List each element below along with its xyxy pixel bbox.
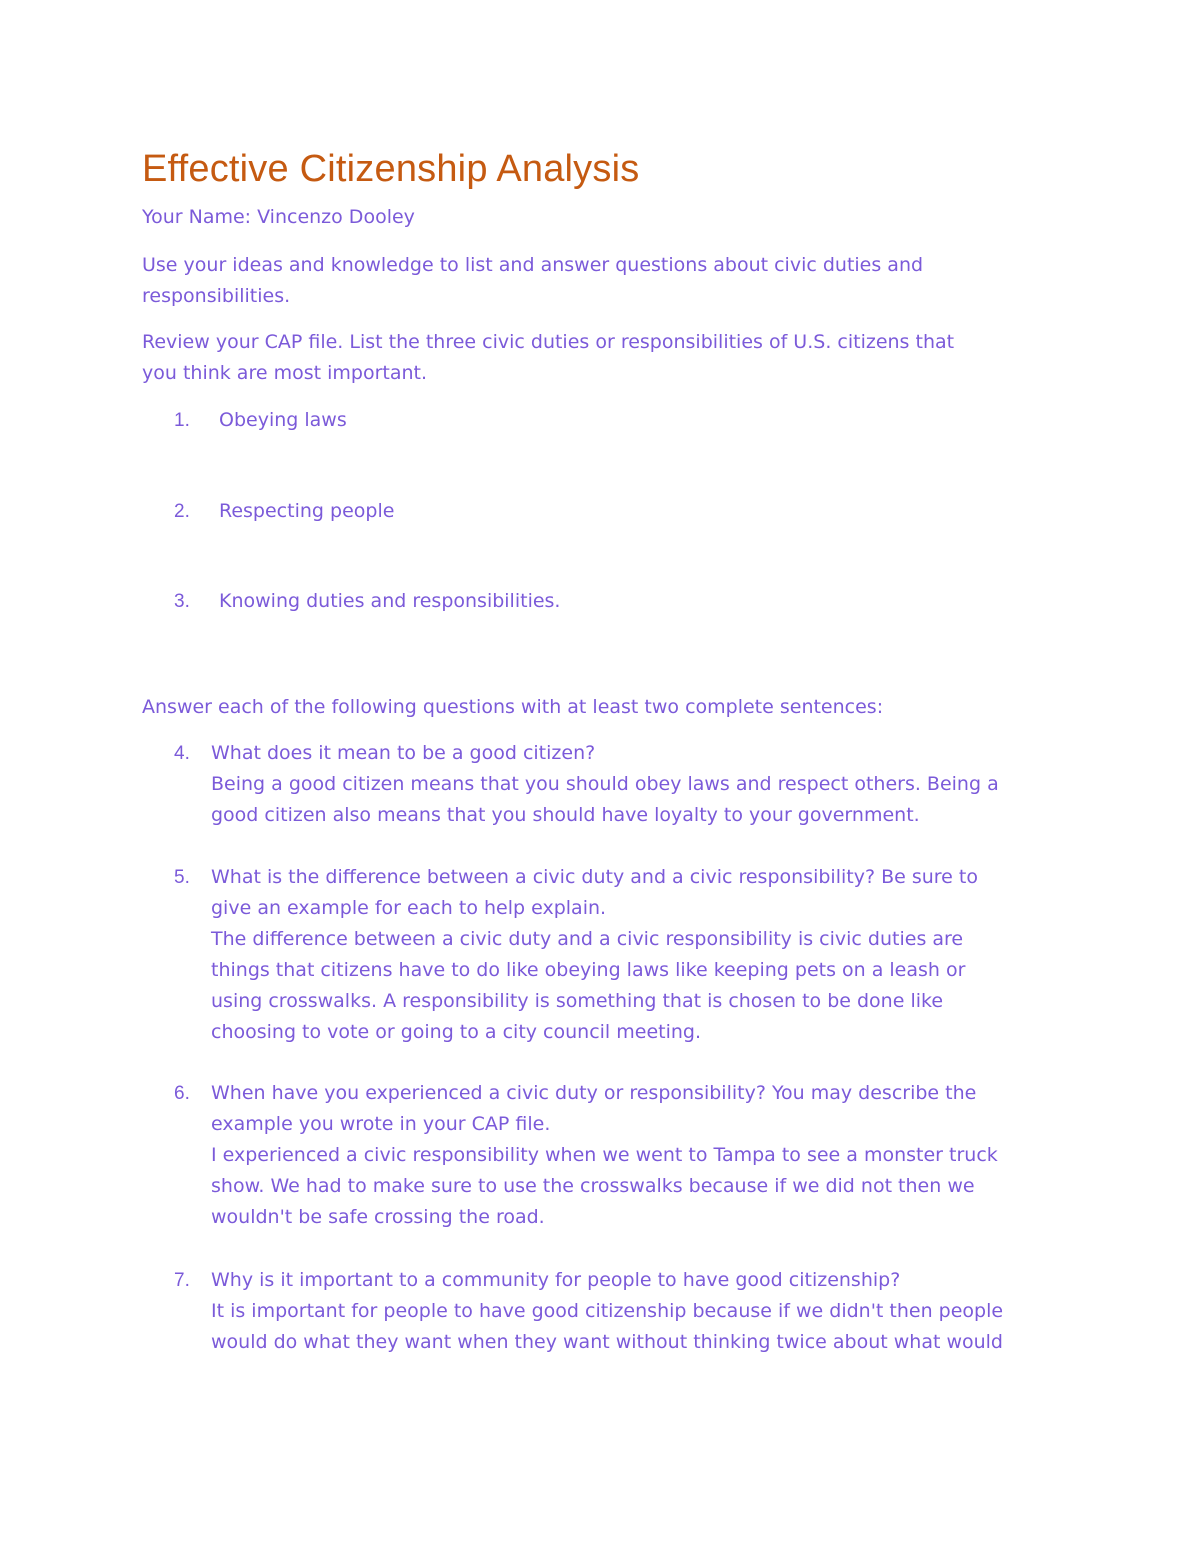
- answer-instruction: Answer each of the following questions with at least two complete sentences:: [142, 696, 884, 718]
- list-number: 3.: [174, 591, 190, 612]
- list-item: Obeying laws: [219, 409, 347, 431]
- answer-line: good citizen also means that you should have loyalty to your government.: [211, 804, 920, 826]
- answer-line: would do what they want when they want without thinking twice about what would: [211, 1331, 1003, 1353]
- question-text: Why is it important to a community for people to have good citizenship?: [211, 1269, 901, 1291]
- list-item: Respecting people: [219, 500, 395, 522]
- answer-line: The difference between a civic duty and a civic responsibility is civic duties are: [211, 928, 964, 950]
- review-line: you think are most important.: [142, 362, 427, 384]
- question-text: When have you experienced a civic duty or responsibility? You may describe the: [211, 1082, 977, 1104]
- question-number: 7.: [174, 1270, 190, 1291]
- question-block: [211, 862, 978, 1048]
- question-block: [211, 738, 999, 831]
- document-title: Effective Citizenship Analysis: [142, 148, 640, 190]
- answer-line: wouldn't be safe crossing the road.: [211, 1206, 545, 1228]
- intro-line: responsibilities.: [142, 285, 291, 307]
- answer-line: I experienced a civic responsibility when we went to Tampa to see a monster truck: [211, 1144, 998, 1166]
- question-text: What does it mean to be a good citizen?: [211, 742, 596, 764]
- question-number: 6.: [174, 1083, 190, 1104]
- list-item: Knowing duties and responsibilities.: [219, 590, 561, 612]
- intro-line: Use your ideas and knowledge to list and answer questions about civic duties and: [142, 254, 924, 276]
- question-number: 5.: [174, 867, 190, 888]
- answer-line: It is important for people to have good citizenship because if we didn't then people: [211, 1300, 1004, 1322]
- answer-line: show. We had to make sure to use the crosswalks because if we did not then we: [211, 1175, 975, 1197]
- review-paragraph: [142, 327, 954, 389]
- question-block: [211, 1078, 998, 1233]
- question-block: [211, 1265, 1003, 1358]
- answer-line: things that citizens have to do like obeying laws like keeping pets on a leash or: [211, 959, 966, 981]
- question-number: 4.: [174, 743, 190, 764]
- intro-paragraph: [142, 250, 923, 312]
- answer-line: choosing to vote or going to a city council meeting.: [211, 1021, 702, 1043]
- question-text: give an example for each to help explain.: [211, 897, 607, 919]
- name-line: Your Name: Vincenzo Dooley: [142, 206, 415, 228]
- question-text: What is the difference between a civic duty and a civic responsibility? Be sure to: [211, 866, 978, 888]
- answer-line: using crosswalks. A responsibility is something that is chosen to be done like: [211, 990, 944, 1012]
- list-number: 2.: [174, 501, 190, 522]
- question-text: example you wrote in your CAP file.: [211, 1113, 551, 1135]
- review-line: Review your CAP file. List the three civic duties or responsibilities of U.S. citizens that: [142, 331, 955, 353]
- answer-line: Being a good citizen means that you should obey laws and respect others. Being a: [211, 773, 999, 795]
- list-number: 1.: [174, 410, 190, 431]
